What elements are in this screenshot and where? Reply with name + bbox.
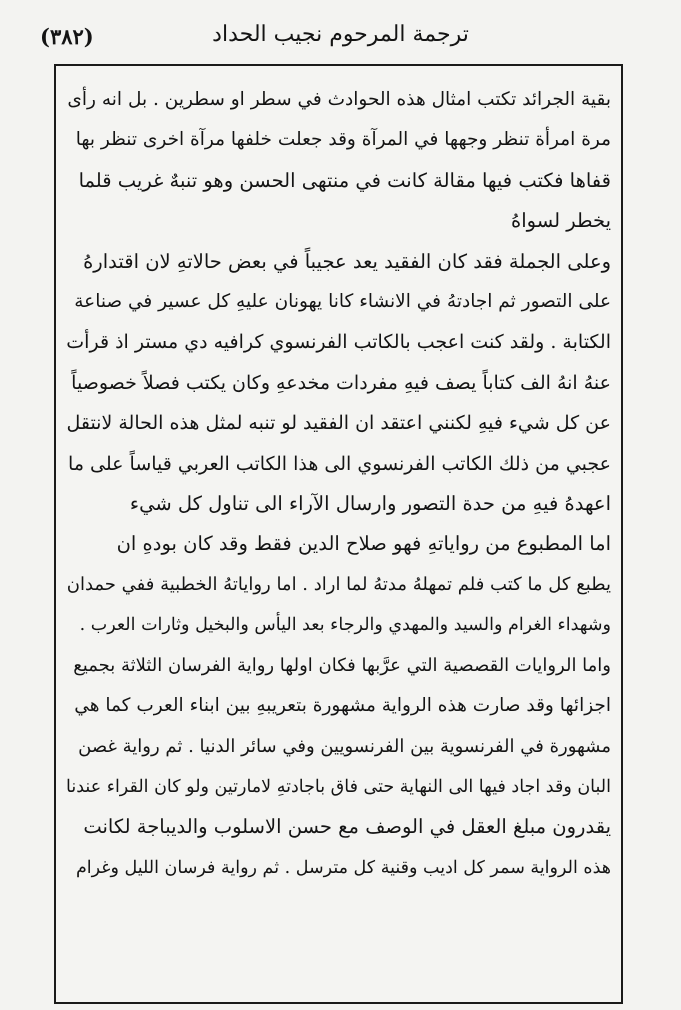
text-line: قفاها فكتب فيها مقالة كانت في منتهى الحسن وهو تنبهٌ غريب قلما [78, 168, 611, 192]
text-line: اجزائها وقد صارت هذه الرواية مشهورة بتعريبهِ بين ابناء العرب كما هي [74, 695, 611, 717]
text-line: يقدرون مبلغ العقل في الوصف مع حسن الاسلوب والديباجة لكانت [83, 815, 611, 839]
text-line: عجبي من ذلك الكاتب الفرنسوي الى هذا الكاتب العربي قياساً على ما [68, 452, 611, 475]
text-line: عن كل شيء فيهِ لكنني اعتقد ان الفقيد لو تنبه لمثل هذه الحالة لانتقل [66, 412, 611, 435]
text-line: البان وقد اجاد فيها الى النهاية حتى فاق باجادتهِ لامارتين ولو كان القراء عندنا [66, 776, 611, 797]
text-line: يطبع كل ما كتب فلم تمهلهُ مدتهُ لما اراد . اما رواياتهُ الخطبية ففي حمدان [66, 573, 611, 595]
text-line: اما المطبوع من رواياتهِ فهو صلاح الدين فقط وقد كان بودهِ ان [116, 532, 611, 556]
page-frame [54, 64, 623, 1004]
page-number: (٣٨٢) [40, 24, 94, 49]
text-line: وعلى الجملة فقد كان الفقيد يعد عجيباً في بعض حالاتهِ لان اقتدارهُ [83, 249, 611, 273]
text-line: عنهُ انهُ الف كتاباً يصف فيهِ مفردات مخدعهِ وكان يكتب فصلاً خصوصياً [71, 371, 611, 394]
text-line: على التصور ثم اجادتهُ في الانشاء كانا يهونان عليهِ كل عسير في صناعة [74, 291, 611, 313]
text-line: واما الروايات القصصية التي عرَّبها فكان اولها رواية الفرسان الثلاثة بجميع [73, 654, 611, 676]
page-header [40, 18, 641, 58]
text-line: اعهدهُ فيهِ من حدة التصور وارسال الآراء الى تناول كل شيء [129, 492, 611, 516]
text-line: يخطر لسواهُ [510, 209, 611, 233]
text-line: هذه الرواية سمر كل اديب وقنية كل مترسل . ثم رواية فرسان الليل وغرام [75, 857, 611, 878]
text-line: مرة امرأة تنظر وجهها في المرآة وقد جعلت خلفها مرآة اخرى تنظر بها [75, 129, 611, 151]
text-line: وشهداء الغرام والسيد والمهدي والرجاء بعد اليأس والبخيل وثارات العرب . [79, 615, 611, 636]
text-line: بقية الجرائد تكتب امثال هذه الحوادث في سطر او سطرين . بل انه رأى [67, 89, 611, 110]
body-text [66, 80, 611, 888]
text-line: الكتابة . ولقد كنت اعجب بالكاتب الفرنسوي كرافيه دي مستر اذ قرأت [66, 331, 611, 354]
running-title: ترجمة المرحوم نجيب الحداد [212, 22, 469, 47]
text-line: مشهورة في الفرنسوية بين الفرنسويين وفي سائر الدنيا . ثم رواية غصن [78, 735, 611, 757]
